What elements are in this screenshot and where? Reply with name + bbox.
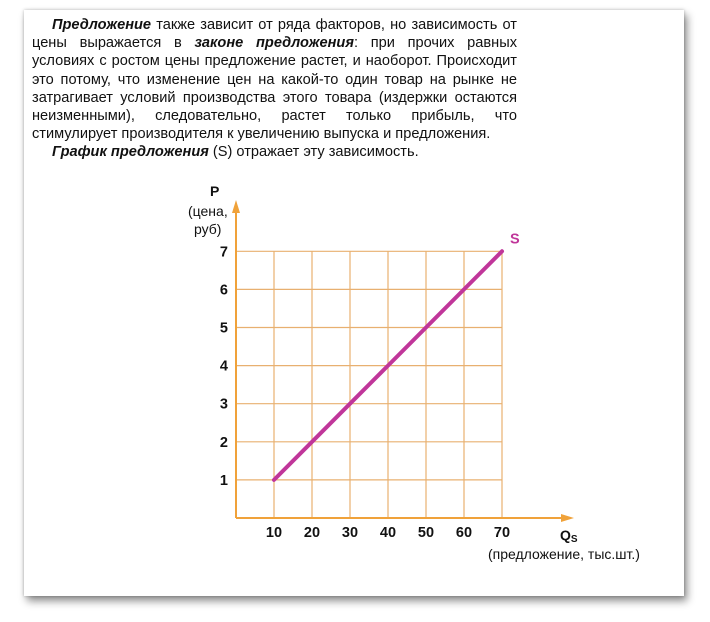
y-tick-label: 6	[219, 282, 228, 299]
x-tick-label: 50	[417, 525, 435, 541]
x-axis-note: (предложение, тыс.шт.)	[488, 546, 640, 562]
paragraph-graph-rest: (S) отражает эту зависимость.	[208, 144, 419, 161]
chart-axes	[232, 200, 574, 522]
x-axis-label: QS	[560, 527, 578, 545]
chart-series	[274, 231, 520, 480]
y-tick-label: 1	[219, 472, 228, 489]
paragraph-part-1: также зависит от ряда факторов, но зависимость от цены выражается в	[32, 17, 517, 52]
y-axis-note-2: руб)	[194, 221, 222, 237]
y-tick-label: 2	[219, 434, 228, 451]
y-tick-label: 3	[219, 396, 228, 413]
x-tick-label: 60	[455, 525, 473, 541]
y-tick-label: 4	[219, 358, 228, 375]
term-supply-law: законе предложения	[194, 35, 354, 52]
term-supply: Предложение	[52, 17, 152, 33]
paragraph-part-2: : при прочих равных условиях с ростом цены предложение растет, и наоборот. Происходит это потому, что изменение цен на какой-то один товар на рынке не затрагивает условий производства этого товара (издержки остаются неизменными), следовательно, растет только прибыль, что стимулирует производителя к увеличению выпуска и предложения.	[32, 35, 518, 143]
y-axis-label: P	[210, 183, 220, 199]
y-tick-label: 5	[219, 320, 228, 337]
x-tick-label: 30	[341, 525, 359, 541]
x-tick-label: 70	[493, 525, 511, 541]
x-tick-label: 10	[265, 525, 283, 541]
term-supply-graph: График предложения	[52, 144, 209, 161]
y-axis-arrow	[232, 200, 240, 213]
x-axis-arrow	[561, 514, 574, 522]
y-tick-label: 7	[219, 244, 228, 261]
series-label-s: S	[510, 231, 520, 248]
x-tick-label: 20	[303, 525, 321, 541]
y-axis-note-1: (цена,	[188, 203, 228, 219]
x-tick-label: 40	[379, 525, 397, 541]
